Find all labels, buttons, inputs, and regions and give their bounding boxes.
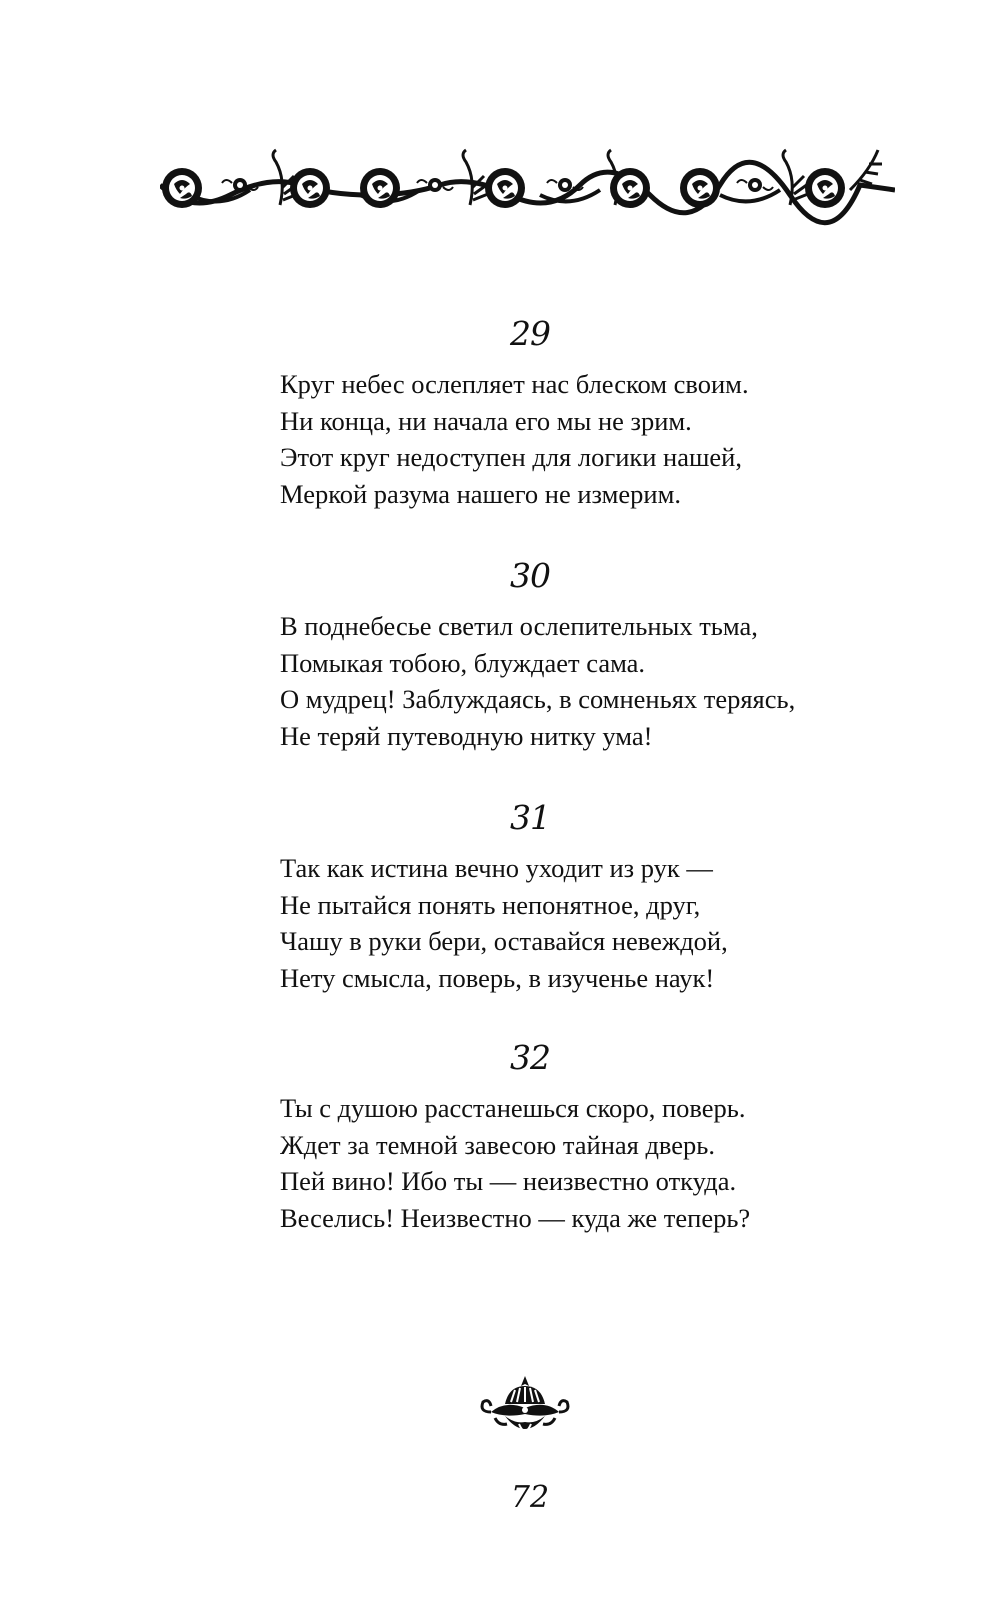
poem-line: Чашу в руки бери, оставайся невеждой, — [280, 926, 728, 956]
palmette-ornament — [475, 1372, 575, 1444]
poem-line: О мудрец! Заблуждаясь, в сомненьях теряясь, — [280, 684, 796, 714]
poem-line: Круг небес ослепляет нас блеском своим. — [280, 369, 749, 399]
poem-line: Так как истина вечно уходит из рук — — [280, 853, 713, 883]
poem-line: Не теряй путеводную нитку ума! — [280, 720, 653, 751]
poem-line: Помыкая тобою, блуждает сама. — [280, 647, 646, 678]
poem-line: Ждет за темной завесою тайная дверь. — [280, 1129, 716, 1160]
poem-line: Ни конца, ни начала его мы не зрим. — [280, 405, 692, 436]
poem-number: 31 — [510, 798, 550, 837]
poem-stanza — [280, 850, 900, 996]
poem-line: Меркой разума нашего не измерим. — [280, 478, 682, 509]
page-number: 72 — [510, 1480, 550, 1515]
poem-stanza — [280, 366, 900, 512]
poem-line: Нету смысла, поверь, в изученье наук! — [280, 962, 715, 993]
poem-line: Веселись! Неизвестно — куда же теперь? — [280, 1202, 751, 1233]
poem-line: Пей вино! Ибо ты — неизвестно откуда. — [280, 1166, 737, 1196]
poem-stanza — [280, 1090, 900, 1236]
poem-number: 32 — [510, 1038, 550, 1077]
poem-line: Этот круг недоступен для логики нашей, — [280, 442, 742, 472]
poem-line: Не пытайся понять непонятное, друг, — [280, 889, 701, 920]
poem-number: 29 — [510, 314, 550, 353]
poem-line: В поднебесье светил ослепительных тьма, — [280, 611, 758, 641]
poem-line: Ты с душою расстанешься скоро, поверь. — [280, 1093, 746, 1123]
poem-number: 30 — [510, 556, 550, 595]
poem-stanza — [280, 608, 900, 754]
